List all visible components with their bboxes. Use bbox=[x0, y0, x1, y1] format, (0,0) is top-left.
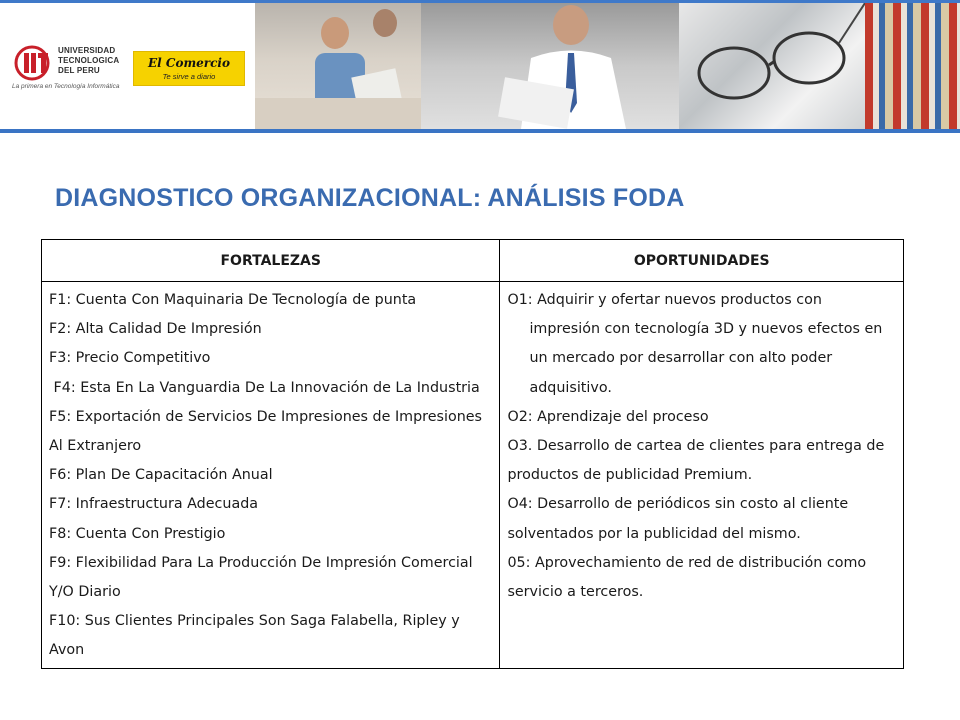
utp-name-line3: DEL PERU bbox=[58, 66, 100, 75]
table-header-row bbox=[42, 240, 904, 282]
header-fortalezas: FORTALEZAS bbox=[42, 240, 500, 282]
fortalezas-cell bbox=[42, 282, 500, 669]
el-comercio-name: El Comercio bbox=[148, 56, 230, 70]
fortaleza-item: F7: Infraestructura Adecuada bbox=[49, 496, 259, 513]
fortaleza-item: F6: Plan De Capacitación Anual bbox=[49, 467, 273, 484]
utp-name-line1: UNIVERSIDAD bbox=[58, 46, 116, 55]
newsstand-photo bbox=[865, 3, 960, 129]
fortaleza-item: F2: Alta Calidad De Impresión bbox=[49, 321, 262, 338]
oportunidad-item-o1-continuation: impresión con tecnología 3D y nuevos efectos en un mercado por desarrollar con alto poder adquisitivo. bbox=[529, 321, 883, 396]
header-oportunidades: OPORTUNIDADES bbox=[500, 240, 904, 282]
glasses-financial-paper-photo bbox=[679, 3, 865, 129]
page-title: DIAGNOSTICO ORGANIZACIONAL: ANÁLISIS FODA bbox=[55, 184, 685, 212]
family-photo-art bbox=[255, 3, 421, 129]
utp-logo-icon bbox=[14, 43, 56, 83]
businessman-newspaper-photo bbox=[421, 3, 679, 129]
fortaleza-item: F8: Cuenta Con Prestigio bbox=[49, 525, 226, 542]
fortaleza-item: F10: Sus Clientes Principales Son Saga Falabella, Ripley y Avon bbox=[49, 613, 460, 659]
banner-bottom-line bbox=[0, 129, 960, 133]
businessman-photo-art bbox=[421, 3, 679, 129]
fortaleza-item: F1: Cuenta Con Maquinaria De Tecnología de punta bbox=[49, 292, 417, 308]
utp-tagline: La primera en Tecnología Informática bbox=[12, 83, 120, 90]
table-row bbox=[42, 282, 904, 669]
oportunidad-item: 05: Aprovechamiento de red de distribución como servicio a terceros. bbox=[507, 554, 867, 601]
logo-area bbox=[0, 3, 255, 129]
header-banner bbox=[0, 0, 960, 132]
el-comercio-slogan: Te sirve a diario bbox=[162, 72, 216, 81]
oportunidad-item: O3. Desarrollo de cartea de clientes para entrega de productos de publicidad Premium. bbox=[507, 438, 885, 484]
el-comercio-logo bbox=[133, 51, 245, 86]
fortaleza-item: F5: Exportación de Servicios De Impresiones de Impresiones Al Extranjero bbox=[49, 408, 483, 455]
oportunidad-item: O4: Desarrollo de periódicos sin costo al cliente solventados por la publicidad del mismo. bbox=[507, 496, 849, 542]
foda-table bbox=[41, 239, 904, 669]
glasses-photo-art bbox=[679, 3, 865, 129]
family-reading-photo bbox=[255, 3, 421, 129]
utp-name bbox=[58, 46, 119, 76]
oportunidad-item-o1-first-line: O1: Adquirir y ofertar nuevos productos con bbox=[507, 292, 822, 308]
fortaleza-item: F4: Esta En La Vanguardia De La Innovación de La Industria bbox=[49, 379, 480, 396]
fortaleza-item: F9: Flexibilidad Para La Producción De Impresión Comercial Y/O Diario bbox=[49, 554, 473, 601]
utp-name-line2: TECNOLOGICA bbox=[58, 56, 120, 65]
oportunidad-item: O2: Aprendizaje del proceso bbox=[507, 408, 709, 425]
oportunidades-cell bbox=[500, 282, 904, 669]
fortaleza-item: F3: Precio Competitivo bbox=[49, 350, 211, 367]
